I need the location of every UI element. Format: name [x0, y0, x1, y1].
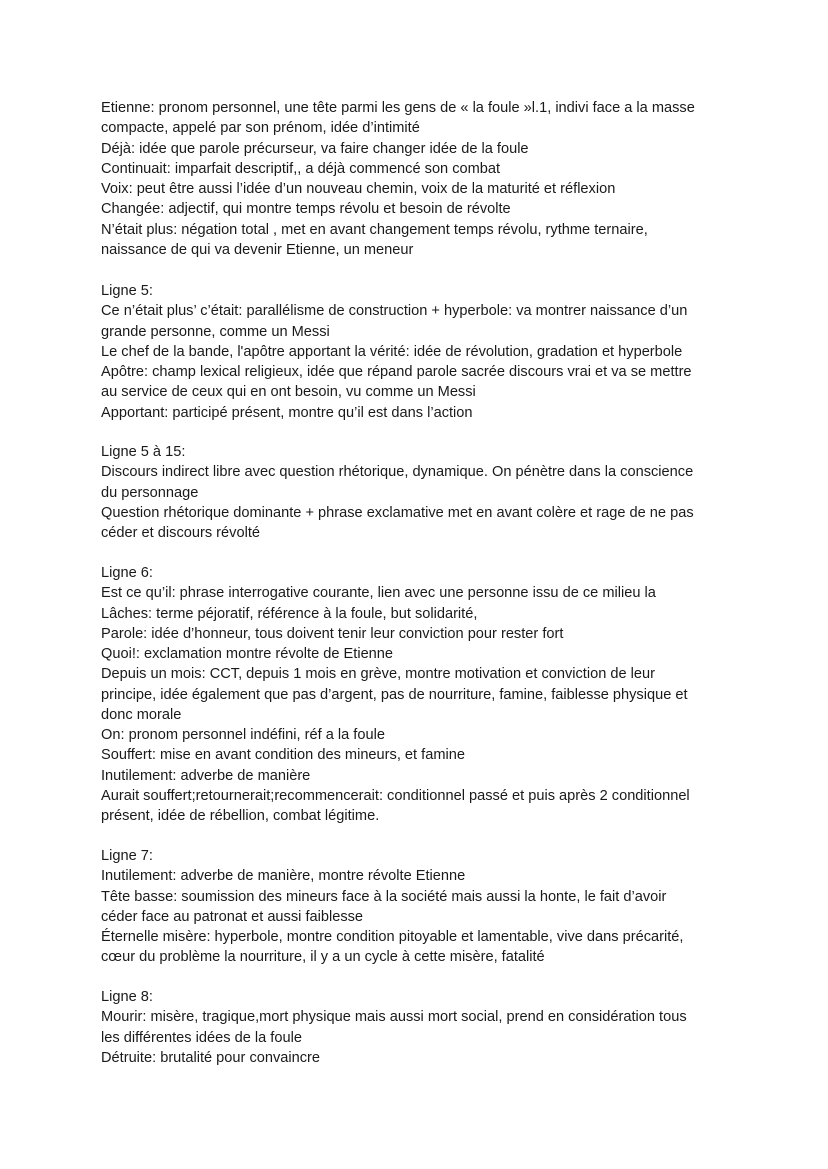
text-line: Déjà: idée que parole précurseur, va faire changer idée de la foule: [101, 140, 529, 157]
section-ligne-8: [101, 987, 781, 1068]
text-line: les différentes idées de la foule: [101, 1029, 302, 1046]
section-heading: Ligne 7:: [101, 848, 153, 864]
text-line: présent, idée de rébellion, combat légitime.: [101, 808, 380, 824]
text-line: Le chef de la bande, l'apôtre apportant la vérité: idée de révolution, gradation et hyperbole: [101, 343, 683, 360]
text-line: Quoi!: exclamation montre révolte de Etienne: [101, 646, 394, 662]
text-line: principe, idée également que pas d’argent, pas de nourriture, famine, faiblesse physique et: [101, 686, 688, 703]
text-line: Question rhétorique dominante + phrase exclamative met en avant colère et rage de ne pas: [101, 504, 694, 521]
text-line: donc morale: [101, 706, 182, 723]
text-line: compacte, appelé par son prénom, idée d’intimité: [101, 120, 420, 137]
text-line: grande personne, comme un Messi: [101, 323, 330, 340]
text-line: cœur du problème la nourriture, il y a un cycle à cette misère, fatalité: [101, 949, 545, 966]
text-line: Discours indirect libre avec question rhétorique, dynamique. On pénètre dans la conscience: [101, 464, 694, 481]
section-ligne-5-a-15: [101, 442, 781, 543]
text-line: céder face au patronat et aussi faiblesse: [101, 908, 364, 925]
text-line: Est ce qu’il: phrase interrogative courante, lien avec une personne issu de ce milieu la: [101, 585, 656, 602]
text-line: naissance de qui va devenir Etienne, un meneur: [101, 241, 414, 258]
text-line: N’était plus: négation total , met en avant changement temps révolu, rythme ternaire,: [101, 221, 648, 238]
text-line: Etienne: pronom personnel, une tête parmi les gens de « la foule »l.1, indivi face a la masse: [101, 100, 695, 116]
text-line: Apôtre: champ lexical religieux, idée que répand parole sacrée discours vrai et va se mettre: [101, 364, 692, 380]
text-line: Aurait souffert;retournerait;recommencerait: conditionnel passé et puis après 2 conditionnel: [101, 787, 690, 804]
text-line: Inutilement: adverbe de manière: [101, 767, 311, 784]
text-line: Parole: idée d’honneur, tous doivent tenir leur conviction pour rester fort: [101, 625, 564, 642]
text-line: céder et discours révolté: [101, 525, 260, 541]
text-line: Lâches: terme péjoratif, référence à la foule, but solidarité,: [101, 605, 478, 622]
text-line: Voix: peut être aussi l’idée d’un nouveau chemin, voix de la maturité et réflexion: [101, 181, 616, 197]
section-heading: Ligne 6:: [101, 565, 153, 581]
text-line: Souffert: mise en avant condition des mineurs, et famine: [101, 747, 465, 764]
text-line: Tête basse: soumission des mineurs face à la société mais aussi la honte, le fait d’avoir: [101, 888, 667, 905]
section-intro: [101, 98, 781, 260]
section-ligne-5: [101, 281, 781, 423]
text-line: Éternelle misère: hyperbole, montre condition pitoyable et lamentable, vive dans précarité,: [101, 929, 684, 945]
section-heading: Ligne 5:: [101, 283, 153, 299]
text-line: Depuis un mois: CCT, depuis 1 mois en grève, montre motivation et conviction de leur: [101, 666, 656, 683]
section-heading: Ligne 8:: [101, 989, 153, 1005]
text-line: au service de ceux qui en ont besoin, vu comme un Messi: [101, 384, 476, 401]
text-line: Changée: adjectif, qui montre temps révolu et besoin de révolte: [101, 201, 511, 218]
section-ligne-6: [101, 563, 781, 826]
text-line: du personnage: [101, 484, 199, 501]
text-line: Mourir: misère, tragique,mort physique mais aussi mort social, prend en considération tous: [101, 1009, 687, 1026]
text-line: Détruite: brutalité pour convaincre: [101, 1049, 321, 1066]
text-line: On: pronom personnel indéfini, réf a la foule: [101, 727, 385, 743]
section-ligne-7: [101, 846, 781, 968]
text-line: Inutilement: adverbe de manière, montre révolte Etienne: [101, 868, 466, 885]
text-line: Apportant: participé présent, montre qu’il est dans l’action: [101, 404, 473, 421]
text-line: Ce n’était plus’ c’était: parallélisme de construction + hyperbole: va montrer naissance d’un: [101, 303, 688, 320]
section-heading: Ligne 5 à 15:: [101, 444, 186, 460]
text-line: Continuait: imparfait descriptif,, a déjà commencé son combat: [101, 160, 501, 177]
